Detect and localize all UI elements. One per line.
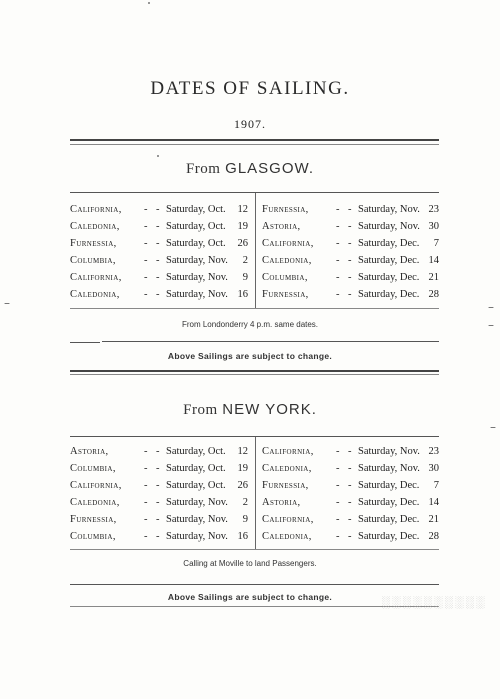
glasgow-column-divider: [255, 193, 256, 309]
sailing-row: [70, 238, 248, 255]
sailing-date: Saturday, Nov.: [166, 289, 228, 300]
leader-dash: -: [348, 497, 352, 508]
ship-name: California,: [262, 238, 314, 249]
sailing-date: Saturday, Nov.: [358, 446, 420, 457]
sailing-day: 30: [428, 221, 439, 232]
sailing-day: 9: [242, 514, 248, 525]
sailing-date: Saturday, Dec.: [358, 531, 420, 542]
leader-dash: -: [336, 497, 340, 508]
leader-dash: -: [156, 463, 160, 474]
leader-dash: -: [336, 289, 340, 300]
glasgow-heading: [0, 160, 500, 178]
ship-name: Caledonia,: [70, 497, 120, 508]
sailing-day: 9: [242, 272, 248, 283]
leader-dash: -: [144, 272, 148, 283]
sailing-day: 2: [242, 255, 248, 266]
sailing-date: Saturday, Oct.: [166, 221, 226, 232]
sailing-day: 2: [242, 497, 248, 508]
newyork-heading-city: NEW YORK.: [222, 401, 317, 418]
ship-name: California,: [70, 204, 122, 215]
sailing-date: Saturday, Nov.: [166, 497, 228, 508]
newyork-mid-rule: [70, 549, 439, 550]
sailing-day: 12: [237, 204, 248, 215]
ship-name: Furnessia,: [70, 238, 117, 249]
leader-dash: -: [348, 221, 352, 232]
leader-dash: -: [348, 255, 352, 266]
leader-dash: -: [348, 531, 352, 542]
sailing-day: 26: [237, 238, 248, 249]
ship-name: Astoria,: [262, 221, 301, 232]
sailing-row: [262, 463, 439, 480]
sailing-day: 16: [237, 531, 248, 542]
sailing-date: Saturday, Dec.: [358, 514, 420, 525]
edge-mark-right: –: [488, 300, 494, 314]
newyork-right-column: [262, 446, 439, 548]
leader-dash: -: [144, 531, 148, 542]
edge-mark-right: –: [490, 420, 496, 434]
leader-dash: -: [348, 480, 352, 491]
ship-name: California,: [262, 446, 314, 457]
leader-dash: -: [336, 480, 340, 491]
leader-dash: -: [336, 255, 340, 266]
leader-dash: -: [144, 446, 148, 457]
sailing-date: Saturday, Nov.: [166, 514, 228, 525]
newyork-heading-lead: From: [183, 402, 218, 418]
sailing-row: [262, 204, 439, 221]
ship-name: California,: [70, 480, 122, 491]
newyork-change-rule-top: [70, 584, 439, 585]
sailing-date: Saturday, Nov.: [358, 221, 420, 232]
sailing-date: Saturday, Nov.: [358, 463, 420, 474]
newyork-left-column: [70, 446, 248, 548]
sailing-date: Saturday, Dec.: [358, 497, 420, 508]
newyork-column-divider: [255, 437, 256, 549]
glasgow-left-column: [70, 204, 248, 306]
leader-dash: -: [348, 204, 352, 215]
scan-speck: [157, 155, 159, 157]
sailing-date: Saturday, Nov.: [166, 531, 228, 542]
sailing-row: [70, 255, 248, 272]
sailing-row: [262, 238, 439, 255]
leader-dash: -: [348, 289, 352, 300]
leader-dash: -: [156, 446, 160, 457]
sailing-day: 12: [237, 446, 248, 457]
sailing-day: 7: [433, 238, 439, 249]
sailing-row: [262, 514, 439, 531]
edge-mark-left: –: [4, 296, 10, 310]
glasgow-change-rule-top-b: [102, 341, 439, 342]
sailing-row: [262, 446, 439, 463]
sailing-day: 23: [428, 204, 439, 215]
sailing-row: [70, 272, 248, 289]
leader-dash: -: [156, 272, 160, 283]
newyork-change-note: Above Sailings are subject to change.: [167, 592, 333, 602]
newyork-heading: [0, 401, 500, 419]
sailing-row: [70, 446, 248, 463]
sailing-row: [70, 531, 248, 548]
ship-name: Furnessia,: [70, 514, 117, 525]
glasgow-heading-lead: From: [185, 161, 221, 177]
leader-dash: -: [156, 204, 160, 215]
sailing-day: 19: [237, 221, 248, 232]
sailing-row: [262, 255, 439, 272]
leader-dash: -: [144, 289, 148, 300]
ship-name: Caledonia,: [262, 255, 312, 266]
sailing-row: [262, 221, 439, 238]
sailing-date: Saturday, Dec.: [358, 289, 420, 300]
ship-name: Columbia,: [70, 255, 116, 266]
leader-dash: -: [336, 446, 340, 457]
sailing-day: 7: [433, 480, 439, 491]
sailing-day: 21: [428, 272, 439, 283]
title-rule: [70, 139, 439, 141]
ship-name: Columbia,: [70, 531, 116, 542]
leader-dash: -: [144, 221, 148, 232]
edge-mark-right: –: [488, 318, 494, 332]
ship-name: Caledonia,: [70, 289, 120, 300]
section-divider-rule: [70, 370, 439, 372]
leader-dash: -: [144, 514, 148, 525]
sailing-day: 23: [428, 446, 439, 457]
ship-name: California,: [70, 272, 122, 283]
sailing-date: Saturday, Oct.: [166, 238, 226, 249]
leader-dash: -: [144, 497, 148, 508]
sailing-date: Saturday, Nov.: [166, 272, 228, 283]
sailing-date: Saturday, Dec.: [358, 480, 420, 491]
sailing-day: 16: [237, 289, 248, 300]
leader-dash: -: [336, 204, 340, 215]
leader-dash: -: [156, 255, 160, 266]
glasgow-note: From Londonderry 4 p.m. same dates.: [181, 320, 319, 329]
leader-dash: -: [336, 514, 340, 525]
glasgow-mid-rule: [70, 308, 439, 309]
sailing-date: Saturday, Nov.: [166, 255, 228, 266]
leader-dash: -: [156, 514, 160, 525]
leader-dash: -: [144, 480, 148, 491]
sailing-date: Saturday, Oct.: [166, 480, 226, 491]
sailing-date: Saturday, Oct.: [166, 204, 226, 215]
glasgow-change-rule-top-a: [70, 342, 100, 343]
sailing-row: [262, 531, 439, 548]
sailing-day: 14: [428, 497, 439, 508]
sailing-row: [70, 289, 248, 306]
sailing-day: 14: [428, 255, 439, 266]
leader-dash: -: [156, 497, 160, 508]
sailing-row: [262, 480, 439, 497]
ship-name: Furnessia,: [262, 204, 309, 215]
sailing-row: [70, 497, 248, 514]
scan-speck: [148, 2, 150, 4]
leader-dash: -: [144, 255, 148, 266]
sailing-date: Saturday, Oct.: [166, 463, 226, 474]
sailing-row: [70, 480, 248, 497]
leader-dash: -: [348, 238, 352, 249]
sailing-date: Saturday, Nov.: [358, 204, 420, 215]
ship-name: California,: [262, 514, 314, 525]
sailing-day: 21: [428, 514, 439, 525]
sailing-row: [262, 497, 439, 514]
sailing-row: [70, 204, 248, 221]
sailing-date: Saturday, Oct.: [166, 446, 226, 457]
leader-dash: -: [348, 463, 352, 474]
ship-name: Caledonia,: [70, 221, 120, 232]
ship-name: Astoria,: [262, 497, 301, 508]
leader-dash: -: [348, 446, 352, 457]
sailing-date: Saturday, Dec.: [358, 255, 420, 266]
leader-dash: -: [144, 463, 148, 474]
leader-dash: -: [348, 514, 352, 525]
sailing-day: 28: [428, 289, 439, 300]
sailing-date: Saturday, Dec.: [358, 238, 420, 249]
title-rule-thin: [70, 144, 439, 145]
leader-dash: -: [336, 272, 340, 283]
leader-dash: -: [336, 221, 340, 232]
leader-dash: -: [336, 238, 340, 249]
sailing-row: [70, 221, 248, 238]
sailing-day: 19: [237, 463, 248, 474]
sailing-row: [70, 463, 248, 480]
ship-name: Caledonia,: [262, 463, 312, 474]
newyork-note: Calling at Moville to land Passengers.: [183, 559, 317, 568]
leader-dash: -: [144, 238, 148, 249]
leader-dash: -: [336, 531, 340, 542]
leader-dash: -: [156, 221, 160, 232]
glasgow-change-note: Above Sailings are subject to change.: [167, 351, 333, 361]
sailing-date: Saturday, Dec.: [358, 272, 420, 283]
leader-dash: -: [156, 480, 160, 491]
sailing-row: [70, 514, 248, 531]
sailing-row: [262, 272, 439, 289]
sailing-day: 26: [237, 480, 248, 491]
bleed-through-text: ░░░░░░░░░░: [379, 595, 485, 609]
leader-dash: -: [156, 289, 160, 300]
sailing-day: 30: [428, 463, 439, 474]
ship-name: Furnessia,: [262, 480, 309, 491]
glasgow-right-column: [262, 204, 439, 306]
glasgow-heading-city: GLASGOW.: [225, 160, 315, 177]
ship-name: Astoria,: [70, 446, 109, 457]
leader-dash: -: [156, 531, 160, 542]
leader-dash: -: [336, 463, 340, 474]
year-label: 1907.: [234, 117, 266, 131]
leader-dash: -: [144, 204, 148, 215]
sailing-day: 28: [428, 531, 439, 542]
sailing-row: [262, 289, 439, 306]
ship-name: Furnessia,: [262, 289, 309, 300]
ship-name: Caledonia,: [262, 531, 312, 542]
ship-name: Columbia,: [262, 272, 308, 283]
ship-name: Columbia,: [70, 463, 116, 474]
page-title: DATES OF SAILING.: [150, 78, 350, 99]
leader-dash: -: [156, 238, 160, 249]
section-divider-rule-thin: [70, 374, 439, 375]
leader-dash: -: [348, 272, 352, 283]
